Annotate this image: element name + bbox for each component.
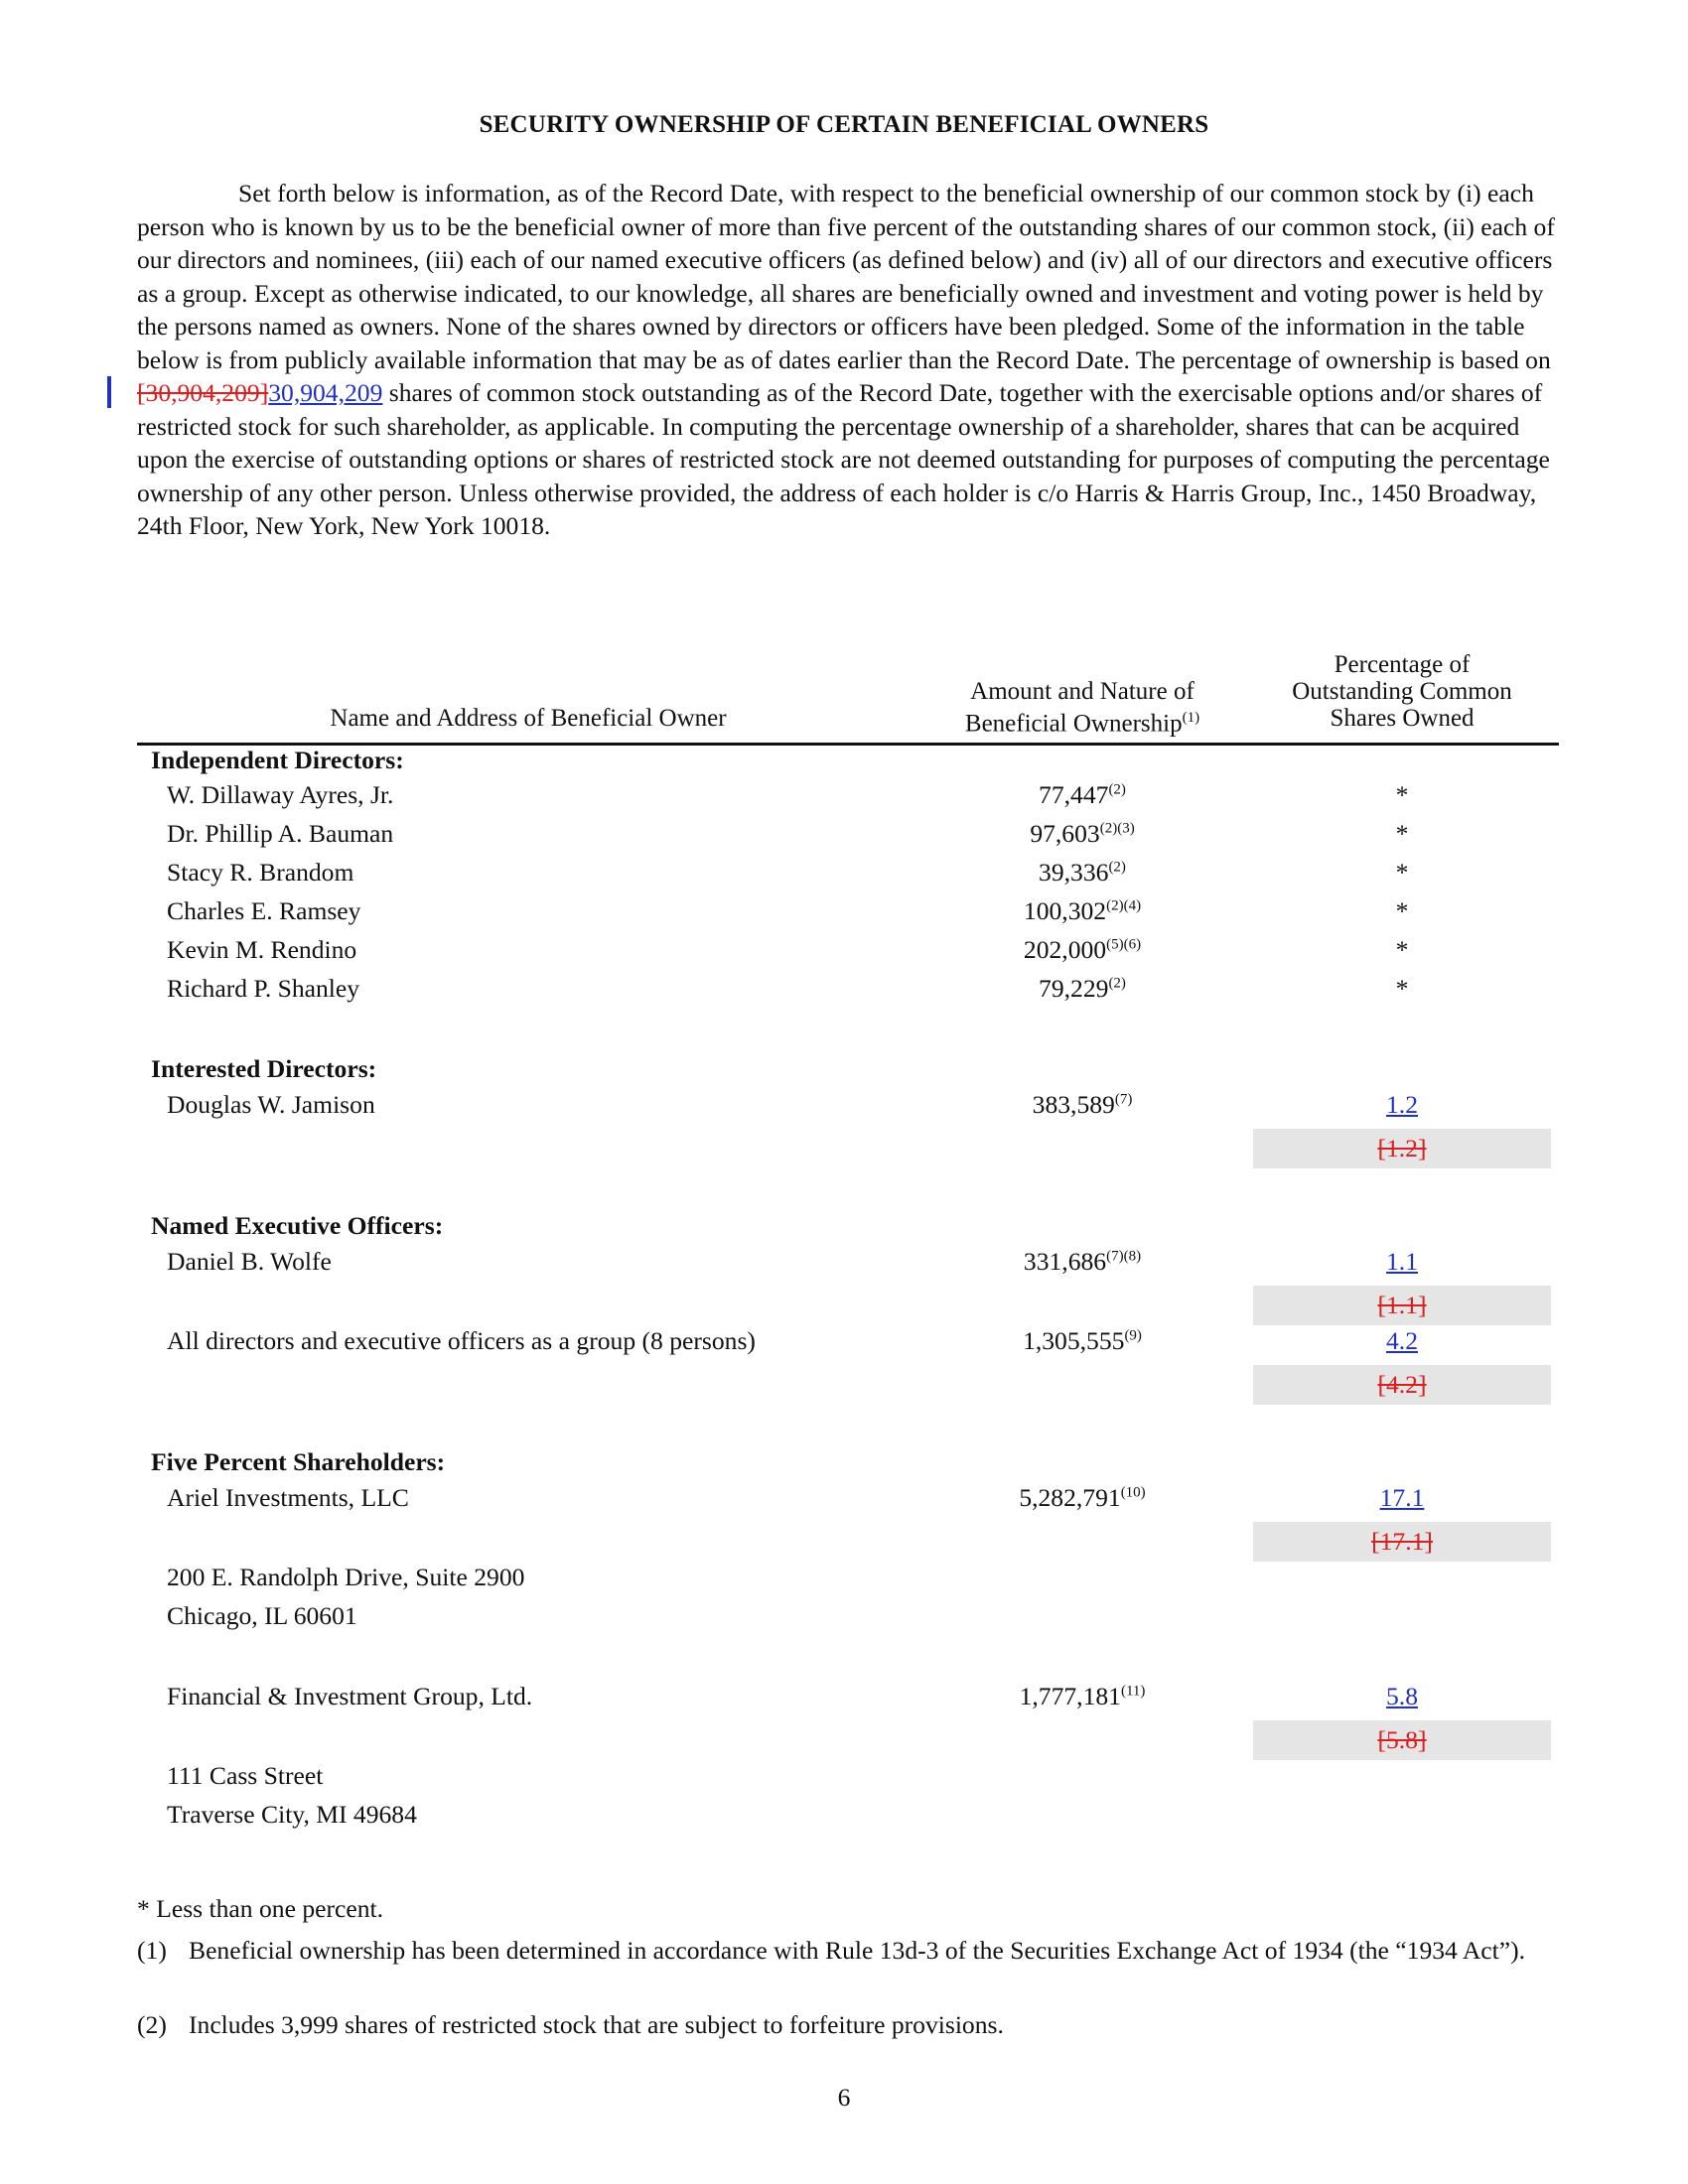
intro-text-part1: Set forth below is information, as of the Record Date, with respect to the beneficial ownership of our common stock by (i) each person who is known by us to be the beneficial owner of more than five percent of the outstanding shares of our common stock, (ii) each of our directors and nominees, (iii) each of our named executive officers (as defined below) and (iv) all of our directors and executive officers as a group. Except as otherwise indicated, to our knowledge, all shares are beneficially owned and investment and voting power is held by the persons named as owners. None of the shares owned by directors or officers have been pledged. Some of the information in the table below is from publicly available information that may be as of dates earlier than the Record Date. The percentage of ownership is based on [137,179,1555,374]
footnote [137,2008,1557,2041]
footnote-text: Includes 3,999 shares of restricted stock that are subject to forfeiture provisions. [189,2010,1004,2039]
owner-name: Ariel Investments, LLC [167,1483,409,1512]
owner-name: Dr. Phillip A. Bauman [167,819,394,848]
section-independent-directors: Independent Directors: [151,746,404,774]
header-pct-line1: Percentage of [1334,651,1471,678]
owner-name: Kevin M. Rendino [167,935,357,964]
header-percentage [1253,651,1551,732]
intro-text-part2: shares of common stock outstanding as of the Record Date, together with the exercisable options and/or shares of restricted stock for such shareholder, as applicable. In computing the percentage ownership of a shareholder, shares that can be acquired upon the exercise of outstanding options or shares of restricted stock are not deemed outstanding for purposes of computing the percentage ownership of any other person. Unless otherwise provided, the address of each holder is c/o Harris & Harris Group, Inc., 1450 Broadway, 24th Floor, New York, New York 10018. [137,378,1550,540]
owner-amount: 5,282,791$^{(10)}$ [1019,1483,1146,1512]
footnote-number: (2) [137,2010,167,2039]
owner-percentage: * [1395,819,1409,848]
footnote-ref: (5)(6) [1106,936,1142,953]
owner-percentage-new: 5.8 [1386,1682,1418,1710]
owner-amount: $97,603^{(2)(3)}$ [1030,819,1135,848]
owner-amount: 1,777,181$^{(11)}$ [1019,1682,1146,1710]
section-five-percent-shareholders: Five Percent Shareholders: [151,1447,446,1476]
section-interested-directors: Interested Directors: [151,1054,377,1083]
footnote-ref: (2) [1108,859,1126,876]
footnote-ref: (7) [1114,1091,1133,1108]
owner-percentage: * [1395,858,1409,887]
owner-amount: $331,686^{(7)(8)}$ [1023,1247,1142,1276]
less-than-note: * Less than one percent. [137,1894,384,1923]
footnote-ref: (2) [1108,781,1126,798]
owner-name: Douglas W. Jamison [167,1090,375,1119]
change-bar [107,376,111,408]
header-pct-line2: Outstanding Common [1292,678,1512,705]
inserted-share-count: 30,904,209 [268,378,383,407]
footnote-number: (1) [137,1936,167,1965]
owner-percentage-new: 1.2 [1386,1090,1418,1119]
footnote-ref: (2)(4) [1106,897,1142,914]
owner-amount: 1,305,555$^{(9)}$ [1023,1326,1142,1355]
footnote-ref: (11) [1120,1683,1146,1700]
footnote-ref: (2) [1108,975,1126,992]
owner-percentage-old: [17.1] [1253,1522,1551,1562]
owner-amount: 39,336$^{(2)}$ [1039,858,1126,887]
owner-percentage-old: [4.2] [1253,1365,1551,1405]
section-named-executive-officers: Named Executive Officers: [151,1211,444,1240]
page-title: SECURITY OWNERSHIP OF CERTAIN BENEFICIAL OWNERS [479,111,1209,138]
intro-paragraph [137,177,1557,543]
owner-percentage: * [1395,974,1409,1003]
footnote-ref: (9) [1124,1327,1142,1344]
footnote-ref: (2)(3) [1099,820,1135,837]
header-amount [914,678,1251,737]
footnote-ref: (1) [1182,710,1200,726]
owner-address-line1: 200 E. Randolph Drive, Suite 2900 [167,1563,525,1591]
owner-percentage-old: [1.2] [1253,1129,1551,1168]
header-amount-line1: Amount and Nature of [970,678,1195,705]
owner-percentage: * [1395,935,1409,964]
owner-percentage-new: 17.1 [1379,1483,1425,1512]
owner-percentage-new: 4.2 [1386,1326,1418,1355]
owner-amount: 79,229$^{(2)}$ [1039,974,1126,1003]
header-pct-line3: Shares Owned [1330,705,1475,732]
owner-address-line2: Chicago, IL 60601 [167,1601,357,1630]
page-number: 6 [837,2083,851,2112]
owner-percentage: * [1395,780,1409,809]
owner-amount: 383,589$^{(7)}$ [1032,1090,1133,1119]
footnote-text: Beneficial ownership has been determined in accordance with Rule 13d-3 of the Securities Exchange Act of 1934 (the “1934 Act”). [189,1936,1526,1965]
owner-amount: 77,447$^{(2)}$ [1039,780,1126,809]
footnote [137,1934,1557,1967]
header-name: Name and Address of Beneficial Owner [330,705,727,732]
owner-address-line2: Traverse City, MI 49684 [167,1800,417,1829]
header-amount-line2: Beneficial Ownership$^{(1)}$ [964,710,1200,738]
owner-name: Daniel B. Wolfe [167,1247,332,1276]
owner-percentage: * [1395,896,1409,925]
footnote-ref: (7)(8) [1106,1248,1142,1265]
owner-amount: $202,000^{(5)(6)}$ [1023,935,1142,964]
owner-percentage-old: [1.1] [1253,1286,1551,1325]
owner-name: W. Dillaway Ayres, Jr. [167,780,394,809]
owner-name: Richard P. Shanley [167,974,360,1003]
owner-address-line1: 111 Cass Street [167,1761,324,1790]
owner-name: Financial & Investment Group, Ltd. [167,1682,533,1710]
owner-name: All directors and executive officers as a group (8 persons) [167,1326,756,1355]
footnote-ref: (10) [1120,1484,1146,1501]
owner-name: Charles E. Ramsey [167,896,361,925]
owner-percentage-new: 1.1 [1386,1247,1418,1276]
deleted-share-count: [30,904,209] [137,378,269,407]
owner-percentage-old: [5.8] [1253,1720,1551,1760]
owner-amount: $100,302^{(2)(4)}$ [1023,896,1142,925]
owner-name: Stacy R. Brandom [167,858,354,887]
